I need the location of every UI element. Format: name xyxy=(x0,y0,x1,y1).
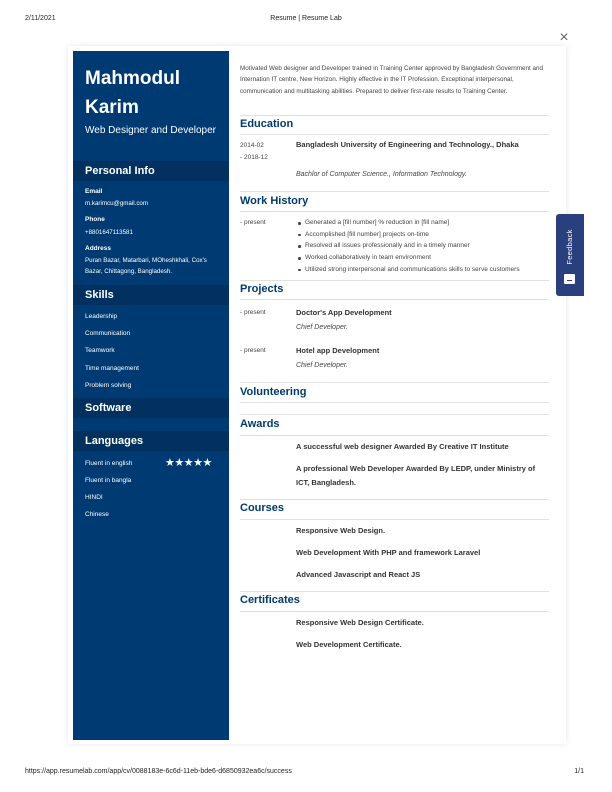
skills-heading: Skills xyxy=(73,285,229,305)
work-history-heading: Work History xyxy=(240,195,309,207)
job-title: Web Designer and Developer xyxy=(85,125,217,136)
personal-info-heading: Personal Info xyxy=(73,161,229,181)
address-label: Address xyxy=(85,245,112,252)
work-bullet: Utilized strong interpersonal and communications skills to serve customers xyxy=(296,264,556,276)
address-value: Puran Bazar, Matarbari, MOheshkhali, Cox's Bazar, Chittagong, Bangladesh. xyxy=(85,257,207,275)
language-item: Fluent in bangla xyxy=(85,477,132,484)
project-role: Chief Developer. xyxy=(296,362,348,369)
course-item: Web Development With PHP and framework Laravel xyxy=(296,548,481,557)
projects-heading: Projects xyxy=(240,283,284,295)
print-page-number: 1/1 xyxy=(574,768,584,775)
divider xyxy=(240,611,549,612)
education-date-end: - 2018-12 xyxy=(240,154,268,161)
skill-item: Leadership xyxy=(85,313,118,320)
feedback-label: Feedback xyxy=(565,229,574,265)
print-url: https://app.resumelab.com/app/cv/0088183e-6c6d-11eb-bde6-d6850932ea6c/success xyxy=(25,768,292,775)
name-last: Karim xyxy=(85,97,139,118)
work-bullets xyxy=(296,217,556,276)
phone-value: +8801647113581 xyxy=(85,229,133,236)
divider xyxy=(240,115,549,116)
work-bullet: Worked collaboratively in team environment xyxy=(296,252,556,264)
divider xyxy=(240,134,549,135)
education-heading: Education xyxy=(240,118,294,130)
work-date: - present xyxy=(240,219,266,226)
print-header xyxy=(0,15,612,25)
email-value: m.karimcu@gmail.com xyxy=(85,200,149,207)
email-label: Email xyxy=(85,188,103,195)
education-school: Bangladesh University of Engineering and Technology., Dhaka xyxy=(296,140,519,149)
close-icon[interactable]: × xyxy=(559,29,569,46)
candidate-name xyxy=(85,64,225,122)
software-heading: Software xyxy=(73,398,229,418)
courses-heading: Courses xyxy=(240,502,285,514)
work-bullet: Generated a [fill number] % reduction in [fill name] xyxy=(296,217,556,229)
course-item: Responsive Web Design. xyxy=(296,526,386,535)
language-item: HINDI xyxy=(85,494,103,501)
skill-item: Communication xyxy=(85,330,131,337)
award-item: A professional Web Developer Awarded By LEDP, under Ministry of ICT, Bangladesh. xyxy=(296,464,536,487)
divider xyxy=(240,414,549,415)
feedback-button[interactable] xyxy=(556,214,584,296)
education-degree: Bachlor of Computer Science., Information Technology. xyxy=(296,171,467,178)
divider xyxy=(240,402,549,403)
divider xyxy=(240,211,549,212)
name-first: Mahmodul xyxy=(85,68,180,89)
divider xyxy=(240,435,549,436)
award-item: A successful web designer Awarded By Creative IT Institute xyxy=(296,442,509,451)
summary-text: Motivated Web designer and Developer trained in Training Center approved by Bangladesh Government and Internation IT centre, New Horizon. Highly effective in the IT Profession. Exceptional interpersonal, communication and multitasking abilities. Prepared to deliver first-rate results to Training Center. xyxy=(240,65,544,95)
divider xyxy=(240,191,549,192)
skill-item: Problem solving xyxy=(85,382,132,389)
work-bullet: Resolved all issues professionally and in a timely manner xyxy=(296,240,556,252)
chat-face-icon xyxy=(564,274,575,284)
phone-label: Phone xyxy=(85,216,105,223)
certificate-item: Web Development Certificate. xyxy=(296,640,402,649)
certificates-heading: Certificates xyxy=(240,594,300,606)
work-bullet: Accomplished [fill number] projects on-time xyxy=(296,229,556,241)
divider xyxy=(240,382,549,383)
project-title: Hotel app Development xyxy=(296,346,380,355)
volunteering-heading: Volunteering xyxy=(240,386,307,398)
skill-item: Teamwork xyxy=(85,347,115,354)
divider xyxy=(240,519,549,520)
project-role: Chief Developer. xyxy=(296,324,348,331)
project-date: - present xyxy=(240,309,266,316)
divider xyxy=(240,280,549,281)
language-item: Chinese xyxy=(85,511,109,518)
education-date-start: 2014-02 xyxy=(240,142,264,149)
star-rating-icon: ★★★★★ xyxy=(165,457,212,469)
certificate-item: Responsive Web Design Certificate. xyxy=(296,618,424,627)
resume-sidebar xyxy=(73,51,229,740)
language-item: Fluent in english xyxy=(85,460,133,467)
print-title: Resume | Resume Lab xyxy=(270,15,342,22)
divider xyxy=(240,499,549,500)
project-title: Doctor's App Development xyxy=(296,308,392,317)
divider xyxy=(240,299,549,300)
divider xyxy=(240,591,549,592)
awards-heading: Awards xyxy=(240,418,280,430)
languages-heading: Languages xyxy=(73,431,229,451)
print-date: 2/11/2021 xyxy=(25,15,56,22)
project-date: - present xyxy=(240,347,266,354)
skill-item: Time management xyxy=(85,365,139,372)
course-item: Advanced Javascript and React JS xyxy=(296,570,421,579)
